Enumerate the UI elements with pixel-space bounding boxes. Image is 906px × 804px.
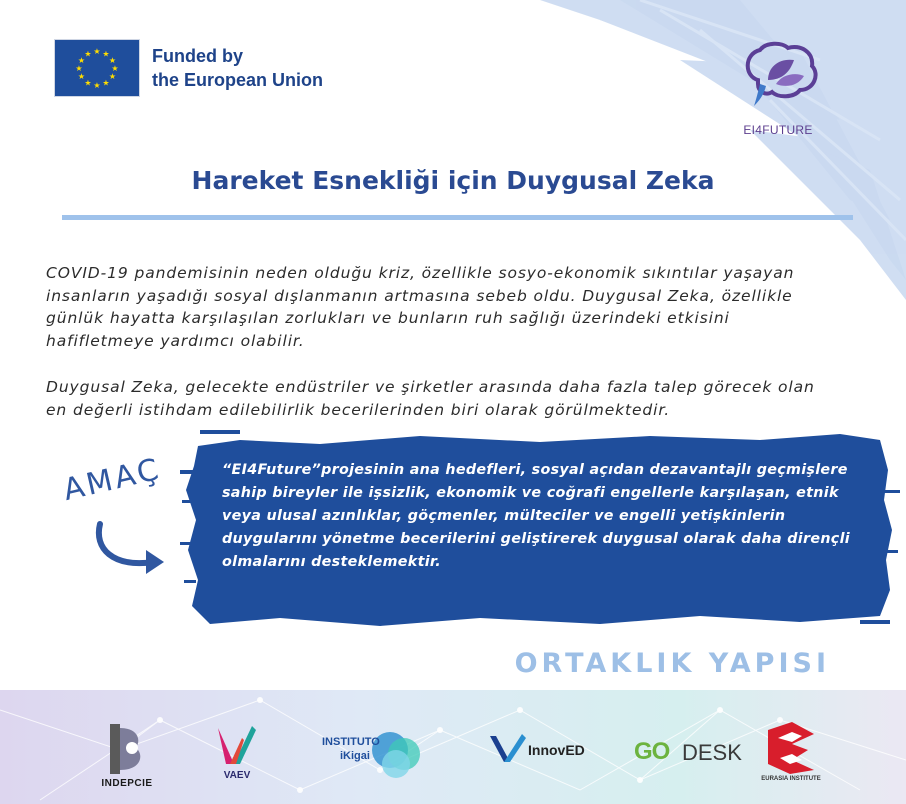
brush-decoration (420, 0, 906, 300)
partner-caption-ikigai-2: iKigai (340, 750, 370, 762)
ei4future-logo-icon (738, 40, 822, 112)
goal-label: AMAÇ (60, 451, 165, 509)
partner-caption-vaev: VAEV (223, 770, 251, 781)
partners-footer (0, 690, 906, 804)
partner-caption-innoved: InnovED (528, 742, 585, 758)
eu-funding-text (152, 44, 323, 92)
svg-text:★: ★ (93, 81, 101, 90)
curved-arrow-icon (92, 518, 172, 578)
partner-caption-godesk-go: GO (634, 738, 670, 765)
svg-text:★: ★ (102, 49, 110, 59)
goal-text: “EI4Future”projesinin ana hedefleri, sosyal açıdan dezavantajlı geçmişlere sahip bireyler ile işsizlik, ekonomik ve coğrafi engellerle karşılaşan, etnik veya ulusal azınlıklar, göçmenler, mülteciler ve engelli yetişkinlerin duygularını yönetme becerilerini geliştirerek duygusal olarak daha dirençli olmalarını desteklemektir. (222, 462, 850, 570)
svg-text:★: ★ (77, 72, 86, 81)
eu-flag-icon (55, 40, 139, 96)
svg-text:★: ★ (75, 64, 83, 73)
intro-paragraph-1: COVID-19 pandemisinin neden olduğu kriz, özellikle sosyo-ekonomik sıkıntılar yaşayan insanların yaşadığı sosyal dışlanmanın artmasına sebeb oldu. Duygusal Zeka, özellikle günlük hayatta karşılaşılan zorlukları ve bunların ruh sağlığı üzerindeki etkisini hafifletmeye yardımcı olabilir. (46, 264, 795, 350)
partner-caption-ikigai-1: INSTITUTO (322, 736, 380, 748)
partner-caption-indepcie: INDEPCIE (101, 778, 153, 789)
partner-logo-eurasia (762, 720, 820, 790)
partner-caption-eurasia: EURASIA INSTITUTE (761, 776, 821, 782)
svg-text:★: ★ (111, 64, 119, 73)
ikigai-mark-icon (318, 726, 428, 780)
svg-text:★: ★ (84, 49, 92, 59)
svg-text:★: ★ (108, 56, 117, 65)
partner-logo-vaev (212, 724, 262, 784)
partner-logo-indepcie (92, 720, 162, 788)
svg-text:★: ★ (84, 78, 92, 88)
partners-title: ORTAKLIK YAPISI (514, 648, 830, 679)
ei4future-logo-text: EI4FUTURE (743, 123, 813, 137)
partner-caption-godesk-desk: DESK (682, 740, 742, 765)
partner-logo-innoved (488, 732, 598, 764)
eu-funding-line-2: the European Union (152, 70, 323, 90)
partner-logo-ikigai (318, 726, 428, 780)
title-underline (62, 215, 853, 220)
svg-text:★: ★ (93, 47, 101, 56)
svg-text:★: ★ (102, 78, 110, 88)
innoved-mark-icon (488, 732, 528, 764)
indepcie-mark-icon (92, 720, 162, 778)
partner-logo-godesk (632, 736, 756, 768)
page-title: Hareket Esnekliği için Duygusal Zeka (191, 166, 715, 195)
eurasia-mark-icon (762, 720, 820, 776)
intro-paragraph-2: Duygusal Zeka, gelecekte endüstriler ve şirketler arasında daha fazla talep görecek olan en değerli istihdam edilebilirlik becerilerinden biri olarak görülmektedir. (46, 378, 815, 419)
svg-text:★: ★ (77, 56, 86, 65)
svg-text:★: ★ (108, 72, 117, 81)
eu-funding-line-1: Funded by (152, 46, 243, 66)
vaev-mark-icon (212, 724, 262, 768)
